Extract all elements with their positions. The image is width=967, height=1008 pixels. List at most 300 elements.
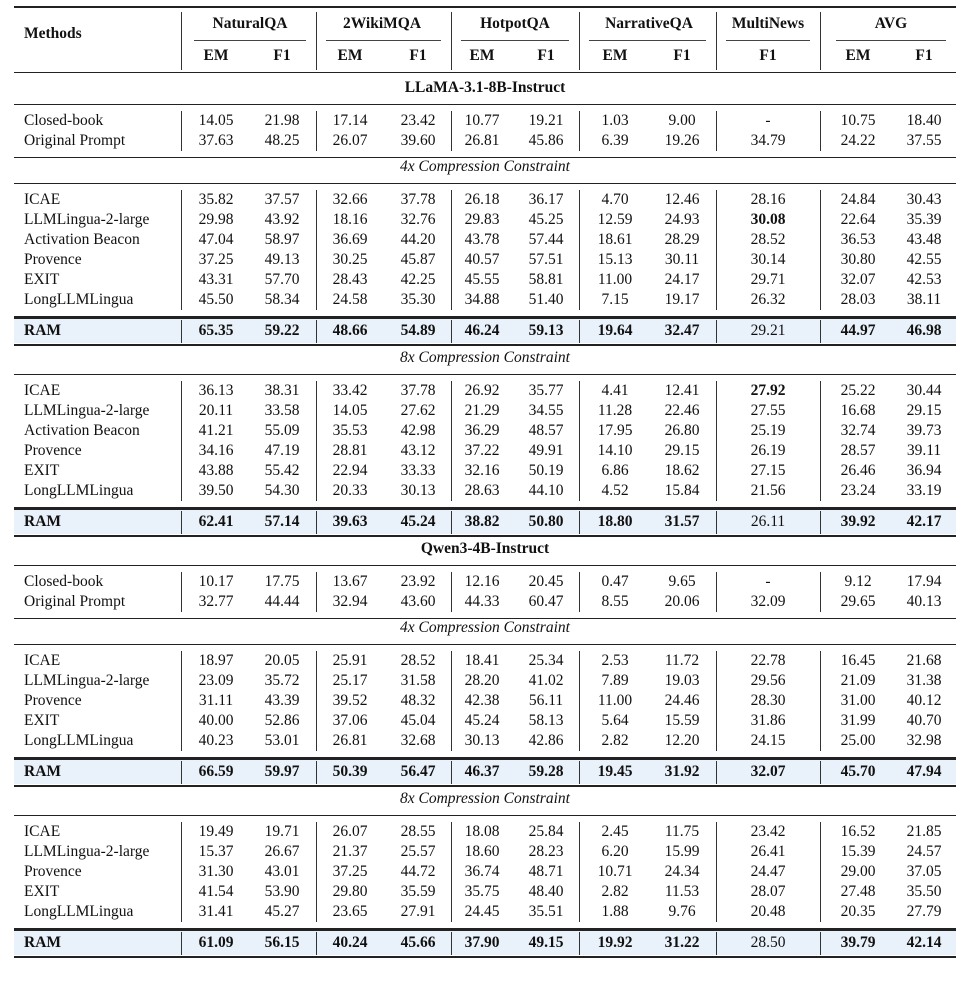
table-cell: 58.81 bbox=[528, 271, 564, 288]
column-divider bbox=[579, 932, 580, 955]
column-divider bbox=[181, 651, 182, 751]
constraint-title: 8x Compression Constraint bbox=[400, 790, 570, 807]
column-divider bbox=[451, 12, 452, 70]
table-cell: 26.80 bbox=[664, 422, 700, 439]
method-name: Activation Beacon bbox=[24, 231, 140, 248]
column-divider bbox=[579, 651, 580, 751]
table-cell: 34.55 bbox=[528, 402, 564, 419]
table-cell: 20.11 bbox=[198, 402, 234, 419]
column-divider bbox=[820, 651, 821, 751]
column-divider bbox=[579, 822, 580, 922]
table-cell: 20.45 bbox=[528, 573, 564, 590]
table-cell: 28.20 bbox=[464, 672, 500, 689]
column-divider bbox=[716, 572, 717, 612]
ram-cell: 19.92 bbox=[597, 934, 633, 951]
group-header: MultiNews bbox=[731, 15, 805, 32]
table-cell: 43.39 bbox=[264, 692, 300, 709]
subcolumn-header: F1 bbox=[915, 47, 933, 64]
column-divider bbox=[820, 12, 821, 70]
table-cell: 15.13 bbox=[597, 251, 633, 268]
group-underline bbox=[589, 40, 706, 41]
table-cell: 48.40 bbox=[528, 883, 564, 900]
ram-cell: 39.63 bbox=[332, 513, 368, 530]
table-cell: 29.71 bbox=[750, 271, 786, 288]
table-cell: 19.17 bbox=[664, 291, 700, 308]
table-cell: 54.30 bbox=[264, 482, 300, 499]
table-cell: 48.71 bbox=[528, 863, 564, 880]
table-cell: 45.25 bbox=[528, 211, 564, 228]
table-cell: 22.94 bbox=[332, 462, 368, 479]
table-cell: 36.94 bbox=[906, 462, 942, 479]
table-cell: 40.70 bbox=[906, 712, 942, 729]
table-cell: 16.45 bbox=[840, 652, 876, 669]
group-underline bbox=[461, 40, 569, 41]
group-underline bbox=[194, 40, 306, 41]
header-rule bbox=[14, 72, 956, 73]
table-cell: 35.30 bbox=[400, 291, 436, 308]
table-cell: 36.69 bbox=[332, 231, 368, 248]
table-cell: 33.42 bbox=[332, 382, 368, 399]
column-divider bbox=[579, 761, 580, 784]
column-divider bbox=[820, 320, 821, 343]
table-cell: 32.09 bbox=[750, 593, 786, 610]
column-divider bbox=[181, 111, 182, 151]
column-divider bbox=[451, 572, 452, 612]
ram-cell: 66.59 bbox=[198, 763, 234, 780]
method-name: ICAE bbox=[24, 823, 61, 840]
method-name: LongLLMLingua bbox=[24, 482, 134, 499]
table-cell: 27.15 bbox=[750, 462, 786, 479]
table-cell: 31.38 bbox=[906, 672, 942, 689]
table-cell: 27.48 bbox=[840, 883, 876, 900]
table-cell: 45.86 bbox=[528, 132, 564, 149]
group-underline bbox=[836, 40, 946, 41]
table-cell: 29.56 bbox=[750, 672, 786, 689]
table-cell: 21.37 bbox=[332, 843, 368, 860]
table-cell: 24.22 bbox=[840, 132, 876, 149]
ram-cell: 28.50 bbox=[750, 934, 786, 951]
method-name: Closed-book bbox=[24, 112, 104, 129]
ram-cell: 59.22 bbox=[264, 322, 300, 339]
results-table bbox=[14, 0, 956, 1008]
table-cell: 31.30 bbox=[198, 863, 234, 880]
table-cell: 24.57 bbox=[906, 843, 942, 860]
ram-cell: 45.70 bbox=[840, 763, 876, 780]
table-cell: 17.14 bbox=[332, 112, 368, 129]
table-cell: 30.25 bbox=[332, 251, 368, 268]
table-cell: 52.86 bbox=[264, 712, 300, 729]
table-cell: 32.74 bbox=[840, 422, 876, 439]
column-divider bbox=[820, 761, 821, 784]
method-name: LongLLMLingua bbox=[24, 903, 134, 920]
table-cell: 1.03 bbox=[601, 112, 629, 129]
table-cell: 26.19 bbox=[750, 442, 786, 459]
column-divider bbox=[716, 761, 717, 784]
table-cell: 7.15 bbox=[601, 291, 629, 308]
table-cell: 26.81 bbox=[332, 732, 368, 749]
ram-cell: 61.09 bbox=[198, 934, 234, 951]
column-divider bbox=[716, 12, 717, 70]
table-cell: 25.84 bbox=[528, 823, 564, 840]
column-divider bbox=[579, 511, 580, 534]
subcolumn-header: F1 bbox=[537, 47, 555, 64]
ram-cell: 42.17 bbox=[906, 513, 942, 530]
method-name: Provence bbox=[24, 863, 82, 880]
table-cell: 11.72 bbox=[664, 652, 700, 669]
table-cell: 12.41 bbox=[664, 382, 700, 399]
ram-cell: 46.24 bbox=[464, 322, 500, 339]
ram-cell: 18.80 bbox=[597, 513, 633, 530]
table-cell: 30.13 bbox=[400, 482, 436, 499]
table-cell: 18.97 bbox=[198, 652, 234, 669]
column-divider bbox=[316, 761, 317, 784]
table-cell: 13.67 bbox=[332, 573, 368, 590]
ram-cell: 59.13 bbox=[528, 322, 564, 339]
table-cell: 41.54 bbox=[198, 883, 234, 900]
ram-cell: 50.39 bbox=[332, 763, 368, 780]
table-cell: 48.32 bbox=[400, 692, 436, 709]
method-name: Closed-book bbox=[24, 573, 104, 590]
ram-cell: 56.47 bbox=[400, 763, 436, 780]
column-divider bbox=[451, 381, 452, 501]
column-divider bbox=[820, 381, 821, 501]
table-cell: 36.74 bbox=[464, 863, 500, 880]
table-cell: 37.05 bbox=[906, 863, 942, 880]
ram-cell: 46.37 bbox=[464, 763, 500, 780]
table-cell: 26.32 bbox=[750, 291, 786, 308]
table-cell: 30.80 bbox=[840, 251, 876, 268]
column-divider bbox=[716, 111, 717, 151]
table-cell: 48.57 bbox=[528, 422, 564, 439]
column-divider bbox=[820, 190, 821, 310]
table-cell: 57.44 bbox=[528, 231, 564, 248]
table-cell: 12.46 bbox=[664, 191, 700, 208]
method-name: ICAE bbox=[24, 652, 61, 669]
table-cell: 9.00 bbox=[668, 112, 696, 129]
ram-cell: 49.15 bbox=[528, 934, 564, 951]
table-cell: 15.59 bbox=[664, 712, 700, 729]
column-divider bbox=[716, 190, 717, 310]
column-divider bbox=[181, 190, 182, 310]
table-cell: 11.75 bbox=[664, 823, 700, 840]
method-name: Provence bbox=[24, 251, 82, 268]
table-cell: 11.28 bbox=[597, 402, 633, 419]
table-cell: 23.92 bbox=[400, 573, 436, 590]
table-cell: 2.45 bbox=[601, 823, 629, 840]
constraint-title: 4x Compression Constraint bbox=[400, 158, 570, 175]
table-cell: 10.17 bbox=[198, 573, 234, 590]
table-cell: 42.25 bbox=[400, 271, 436, 288]
ram-cell: 39.79 bbox=[840, 934, 876, 951]
method-name: LongLLMLingua bbox=[24, 291, 134, 308]
table-cell: 27.55 bbox=[750, 402, 786, 419]
table-cell: 25.19 bbox=[750, 422, 786, 439]
table-cell: 43.78 bbox=[464, 231, 500, 248]
table-cell: 5.64 bbox=[601, 712, 629, 729]
method-name: LLMLingua-2-large bbox=[24, 843, 150, 860]
column-divider bbox=[316, 822, 317, 922]
table-cell: 28.55 bbox=[400, 823, 436, 840]
table-cell: 40.12 bbox=[906, 692, 942, 709]
table-cell: 30.08 bbox=[750, 211, 786, 228]
table-cell: - bbox=[765, 573, 771, 590]
column-divider bbox=[716, 932, 717, 955]
ram-cell: 32.47 bbox=[664, 322, 700, 339]
table-cell: 53.01 bbox=[264, 732, 300, 749]
table-cell: 29.15 bbox=[906, 402, 942, 419]
rule-line bbox=[14, 104, 956, 105]
column-divider bbox=[181, 932, 182, 955]
method-name: EXIT bbox=[24, 883, 60, 900]
table-cell: 23.42 bbox=[750, 823, 786, 840]
table-cell: 45.27 bbox=[264, 903, 300, 920]
table-cell: 44.20 bbox=[400, 231, 436, 248]
table-cell: 39.52 bbox=[332, 692, 368, 709]
table-cell: 60.47 bbox=[528, 593, 564, 610]
table-cell: 31.11 bbox=[198, 692, 234, 709]
table-cell: 23.24 bbox=[840, 482, 876, 499]
group-underline bbox=[326, 40, 441, 41]
group-header: NaturalQA bbox=[212, 15, 288, 32]
table-cell: 12.59 bbox=[597, 211, 633, 228]
table-cell: 41.21 bbox=[198, 422, 234, 439]
table-cell: 19.21 bbox=[528, 112, 564, 129]
table-cell: 29.65 bbox=[840, 593, 876, 610]
table-cell: 27.92 bbox=[750, 382, 786, 399]
subcolumn-header: EM bbox=[203, 47, 229, 64]
column-divider bbox=[316, 932, 317, 955]
table-cell: 28.43 bbox=[332, 271, 368, 288]
table-cell: 26.67 bbox=[264, 843, 300, 860]
ram-cell: 54.89 bbox=[400, 322, 436, 339]
column-divider bbox=[451, 932, 452, 955]
table-cell: 58.34 bbox=[264, 291, 300, 308]
method-name: Original Prompt bbox=[24, 593, 126, 610]
top-rule bbox=[14, 6, 956, 8]
ram-cell: 46.98 bbox=[906, 322, 942, 339]
table-cell: 19.26 bbox=[664, 132, 700, 149]
subcolumn-header: EM bbox=[337, 47, 363, 64]
table-cell: 24.93 bbox=[664, 211, 700, 228]
table-cell: 2.82 bbox=[601, 883, 629, 900]
table-cell: 27.62 bbox=[400, 402, 436, 419]
table-cell: 15.99 bbox=[664, 843, 700, 860]
column-divider bbox=[451, 111, 452, 151]
method-name: Provence bbox=[24, 692, 82, 709]
table-cell: 22.78 bbox=[750, 652, 786, 669]
table-cell: 37.78 bbox=[400, 382, 436, 399]
table-cell: 20.48 bbox=[750, 903, 786, 920]
table-cell: 38.11 bbox=[906, 291, 942, 308]
table-cell: 43.12 bbox=[400, 442, 436, 459]
table-cell: 32.68 bbox=[400, 732, 436, 749]
table-cell: 24.17 bbox=[664, 271, 700, 288]
table-cell: 28.81 bbox=[332, 442, 368, 459]
table-cell: 33.19 bbox=[906, 482, 942, 499]
table-cell: 31.99 bbox=[840, 712, 876, 729]
ram-cell: 45.24 bbox=[400, 513, 436, 530]
table-cell: 10.71 bbox=[597, 863, 633, 880]
table-cell: 34.88 bbox=[464, 291, 500, 308]
table-cell: 0.47 bbox=[601, 573, 629, 590]
table-cell: 45.50 bbox=[198, 291, 234, 308]
column-divider bbox=[820, 572, 821, 612]
table-cell: 31.86 bbox=[750, 712, 786, 729]
table-cell: 41.02 bbox=[528, 672, 564, 689]
table-cell: 35.50 bbox=[906, 883, 942, 900]
ram-cell: 26.11 bbox=[750, 513, 786, 530]
table-cell: 24.58 bbox=[332, 291, 368, 308]
subcolumn-header: F1 bbox=[273, 47, 291, 64]
subcolumn-header: F1 bbox=[759, 47, 777, 64]
model-title: Qwen3-4B-Instruct bbox=[420, 540, 550, 557]
table-cell: 58.13 bbox=[528, 712, 564, 729]
ram-cell: 19.64 bbox=[597, 322, 633, 339]
table-cell: 30.44 bbox=[906, 382, 942, 399]
ram-cell: 39.92 bbox=[840, 513, 876, 530]
method-name: LLMLingua-2-large bbox=[24, 672, 150, 689]
column-divider bbox=[579, 12, 580, 70]
table-cell: 42.38 bbox=[464, 692, 500, 709]
table-cell: 39.11 bbox=[906, 442, 942, 459]
table-cell: 39.50 bbox=[198, 482, 234, 499]
table-cell: 43.48 bbox=[906, 231, 942, 248]
method-name: Provence bbox=[24, 442, 82, 459]
table-cell: 21.85 bbox=[906, 823, 942, 840]
table-cell: 30.13 bbox=[464, 732, 500, 749]
table-cell: 21.68 bbox=[906, 652, 942, 669]
table-cell: 28.52 bbox=[750, 231, 786, 248]
ram-cell: 45.66 bbox=[400, 934, 436, 951]
column-divider bbox=[579, 190, 580, 310]
bottom-rule bbox=[14, 956, 956, 958]
method-name: EXIT bbox=[24, 462, 60, 479]
table-cell: 43.88 bbox=[198, 462, 234, 479]
table-cell: 44.33 bbox=[464, 593, 500, 610]
table-cell: 1.88 bbox=[601, 903, 629, 920]
table-cell: 4.41 bbox=[601, 382, 629, 399]
table-cell: 50.19 bbox=[528, 462, 564, 479]
column-divider bbox=[181, 320, 182, 343]
method-name: LLMLingua-2-large bbox=[24, 402, 150, 419]
table-cell: 20.06 bbox=[664, 593, 700, 610]
table-cell: 12.20 bbox=[664, 732, 700, 749]
table-cell: 20.35 bbox=[840, 903, 876, 920]
table-cell: 44.10 bbox=[528, 482, 564, 499]
ram-method-name: RAM bbox=[24, 513, 62, 530]
table-cell: 30.43 bbox=[906, 191, 942, 208]
column-divider bbox=[316, 320, 317, 343]
table-cell: 28.52 bbox=[400, 652, 436, 669]
table-cell: 42.86 bbox=[528, 732, 564, 749]
table-cell: 58.97 bbox=[264, 231, 300, 248]
table-cell: 6.39 bbox=[601, 132, 629, 149]
ram-cell: 48.66 bbox=[332, 322, 368, 339]
subcolumn-header: F1 bbox=[673, 47, 691, 64]
table-cell: 29.80 bbox=[332, 883, 368, 900]
ram-cell: 37.90 bbox=[464, 934, 500, 951]
column-divider bbox=[451, 511, 452, 534]
table-cell: 28.30 bbox=[750, 692, 786, 709]
column-divider bbox=[451, 320, 452, 343]
table-cell: 15.84 bbox=[664, 482, 700, 499]
table-cell: 37.25 bbox=[332, 863, 368, 880]
column-divider bbox=[316, 511, 317, 534]
table-cell: 29.00 bbox=[840, 863, 876, 880]
table-cell: 36.53 bbox=[840, 231, 876, 248]
rule-line bbox=[14, 815, 956, 816]
table-cell: 57.51 bbox=[528, 251, 564, 268]
table-cell: 24.46 bbox=[664, 692, 700, 709]
table-cell: 36.29 bbox=[464, 422, 500, 439]
ram-cell: 47.94 bbox=[906, 763, 942, 780]
ram-cell: 29.21 bbox=[750, 322, 786, 339]
model-title: LLaMA-3.1-8B-Instruct bbox=[404, 79, 566, 96]
table-cell: 43.01 bbox=[264, 863, 300, 880]
table-cell: 24.84 bbox=[840, 191, 876, 208]
column-divider bbox=[316, 190, 317, 310]
table-cell: 55.42 bbox=[264, 462, 300, 479]
ram-method-name: RAM bbox=[24, 934, 62, 951]
table-cell: 32.66 bbox=[332, 191, 368, 208]
table-cell: 18.61 bbox=[597, 231, 633, 248]
table-cell: 27.79 bbox=[906, 903, 942, 920]
method-name: LLMLingua-2-large bbox=[24, 211, 150, 228]
ram-cell: 31.22 bbox=[664, 934, 700, 951]
ram-bottom-rule bbox=[14, 344, 956, 346]
column-divider bbox=[820, 511, 821, 534]
table-cell: 23.65 bbox=[332, 903, 368, 920]
table-cell: 21.09 bbox=[840, 672, 876, 689]
method-name: Original Prompt bbox=[24, 132, 126, 149]
column-divider bbox=[181, 822, 182, 922]
ram-cell: 59.97 bbox=[264, 763, 300, 780]
table-cell: 2.53 bbox=[601, 652, 629, 669]
ram-cell: 31.57 bbox=[664, 513, 700, 530]
column-divider bbox=[181, 761, 182, 784]
table-cell: 35.53 bbox=[332, 422, 368, 439]
column-divider bbox=[181, 12, 182, 70]
rule-line bbox=[14, 644, 956, 645]
table-cell: 14.10 bbox=[597, 442, 633, 459]
table-cell: 14.05 bbox=[332, 402, 368, 419]
table-cell: 24.47 bbox=[750, 863, 786, 880]
table-cell: 25.34 bbox=[528, 652, 564, 669]
methods-header: Methods bbox=[24, 25, 82, 42]
table-cell: 57.70 bbox=[264, 271, 300, 288]
column-divider bbox=[579, 320, 580, 343]
table-cell: 45.24 bbox=[464, 712, 500, 729]
table-cell: 11.53 bbox=[664, 883, 700, 900]
table-cell: 2.82 bbox=[601, 732, 629, 749]
table-cell: 26.07 bbox=[332, 132, 368, 149]
table-cell: 9.12 bbox=[844, 573, 872, 590]
table-cell: 49.13 bbox=[264, 251, 300, 268]
column-divider bbox=[579, 572, 580, 612]
table-cell: 30.11 bbox=[664, 251, 700, 268]
rule-line bbox=[14, 183, 956, 184]
table-cell: 20.05 bbox=[264, 652, 300, 669]
column-divider bbox=[451, 822, 452, 922]
ram-bottom-rule bbox=[14, 535, 956, 537]
table-cell: 44.72 bbox=[400, 863, 436, 880]
column-divider bbox=[716, 511, 717, 534]
ram-cell: 42.14 bbox=[906, 934, 942, 951]
table-cell: 22.64 bbox=[840, 211, 876, 228]
table-cell: 10.77 bbox=[464, 112, 500, 129]
table-cell: 43.60 bbox=[400, 593, 436, 610]
table-cell: 32.16 bbox=[464, 462, 500, 479]
